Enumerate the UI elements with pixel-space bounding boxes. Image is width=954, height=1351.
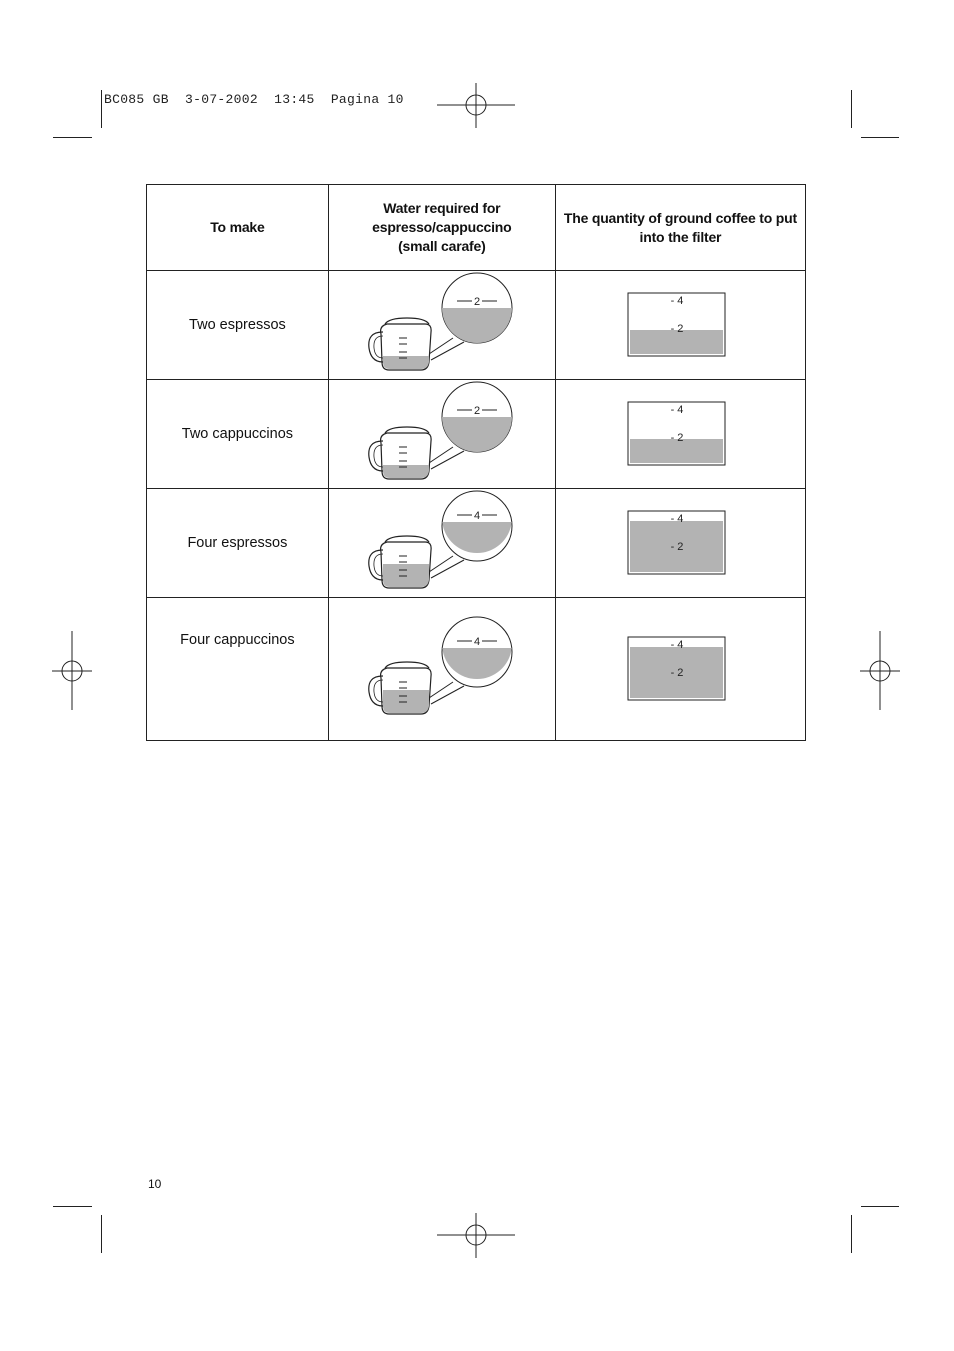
- filter-cell: [555, 271, 805, 380]
- page-number: 10: [148, 1177, 162, 1191]
- filter-cell: [555, 380, 805, 489]
- carafe-cell: [328, 380, 555, 489]
- zoom-line: [429, 556, 453, 572]
- zoom-mark-label: 2: [473, 296, 480, 308]
- filter-mark-4: - 4: [670, 639, 684, 651]
- carafe-illustration-icon: [329, 381, 555, 487]
- filter-mark-2: - 2: [670, 323, 684, 335]
- zoom-line: [429, 338, 453, 354]
- header-ground-coffee: The quantity of ground coffee to put into the filter: [555, 185, 805, 271]
- registration-mark-bottom-icon: [437, 1210, 517, 1260]
- crop-mark-top-left-v: [101, 90, 102, 128]
- zoom-line: [429, 682, 453, 698]
- table-header-row: [147, 185, 806, 271]
- zoom-mark-label: 4: [473, 636, 480, 648]
- carafe-illustration-icon: [329, 272, 555, 378]
- crop-mark-bottom-left-v: [101, 1215, 102, 1253]
- print-slug: BC085 GB 3-07-2002 13:45 Pagina 10: [104, 92, 404, 107]
- carafe-lid: [385, 427, 429, 433]
- zoom-line: [431, 560, 464, 578]
- table-row: [147, 271, 806, 380]
- filter-mark-4: - 4: [670, 513, 684, 525]
- filter-level-illustration-icon: [556, 381, 805, 487]
- carafe-cell: [328, 489, 555, 598]
- carafe-lid: [385, 662, 429, 668]
- filter-mark-4: - 4: [670, 295, 684, 307]
- crop-mark-top-right-h: [861, 137, 899, 138]
- row-label: Four cappuccinos: [147, 598, 329, 741]
- row-label: Two cappuccinos: [147, 380, 329, 489]
- filter-level-illustration-icon: [556, 272, 805, 378]
- carafe-cell: [328, 271, 555, 380]
- table-row: [147, 380, 806, 489]
- zoom-mark-label: 4: [473, 510, 480, 522]
- crop-mark-bottom-right-h: [861, 1206, 899, 1207]
- zoom-line: [431, 451, 464, 469]
- filter-mark-2: - 2: [670, 667, 684, 679]
- carafe-illustration-icon: [329, 616, 555, 722]
- zoom-line: [431, 686, 464, 704]
- zoom-line: [431, 342, 464, 360]
- quantity-table: [146, 184, 806, 741]
- registration-mark-left-icon: [50, 630, 94, 712]
- zoom-mark-label: 2: [473, 405, 480, 417]
- zoom-line: [429, 447, 453, 463]
- header-to-make: To make: [147, 185, 329, 271]
- crop-mark-bottom-left-h: [53, 1206, 92, 1207]
- carafe-cell: [328, 598, 555, 741]
- crop-mark-top-left-h: [53, 137, 92, 138]
- filter-level-illustration-icon: [556, 490, 805, 596]
- table-row: [147, 489, 806, 598]
- header-water-required: Water required for espresso/cappuccino (small carafe): [328, 185, 555, 271]
- registration-mark-right-icon: [858, 630, 902, 712]
- row-label: Four espressos: [147, 489, 329, 598]
- crop-mark-top-right-v: [851, 90, 852, 128]
- carafe-lid: [385, 318, 429, 324]
- carafe-lid: [385, 536, 429, 542]
- table-row: [147, 598, 806, 741]
- registration-mark-top-icon: [437, 80, 517, 130]
- filter-mark-2: - 2: [670, 541, 684, 553]
- row-label: Two espressos: [147, 271, 329, 380]
- filter-cell: [555, 489, 805, 598]
- carafe-illustration-icon: [329, 490, 555, 596]
- filter-mark-2: - 2: [670, 432, 684, 444]
- filter-cell: [555, 598, 805, 741]
- filter-level-illustration-icon: [556, 616, 805, 722]
- crop-mark-bottom-right-v: [851, 1215, 852, 1253]
- filter-mark-4: - 4: [670, 404, 684, 416]
